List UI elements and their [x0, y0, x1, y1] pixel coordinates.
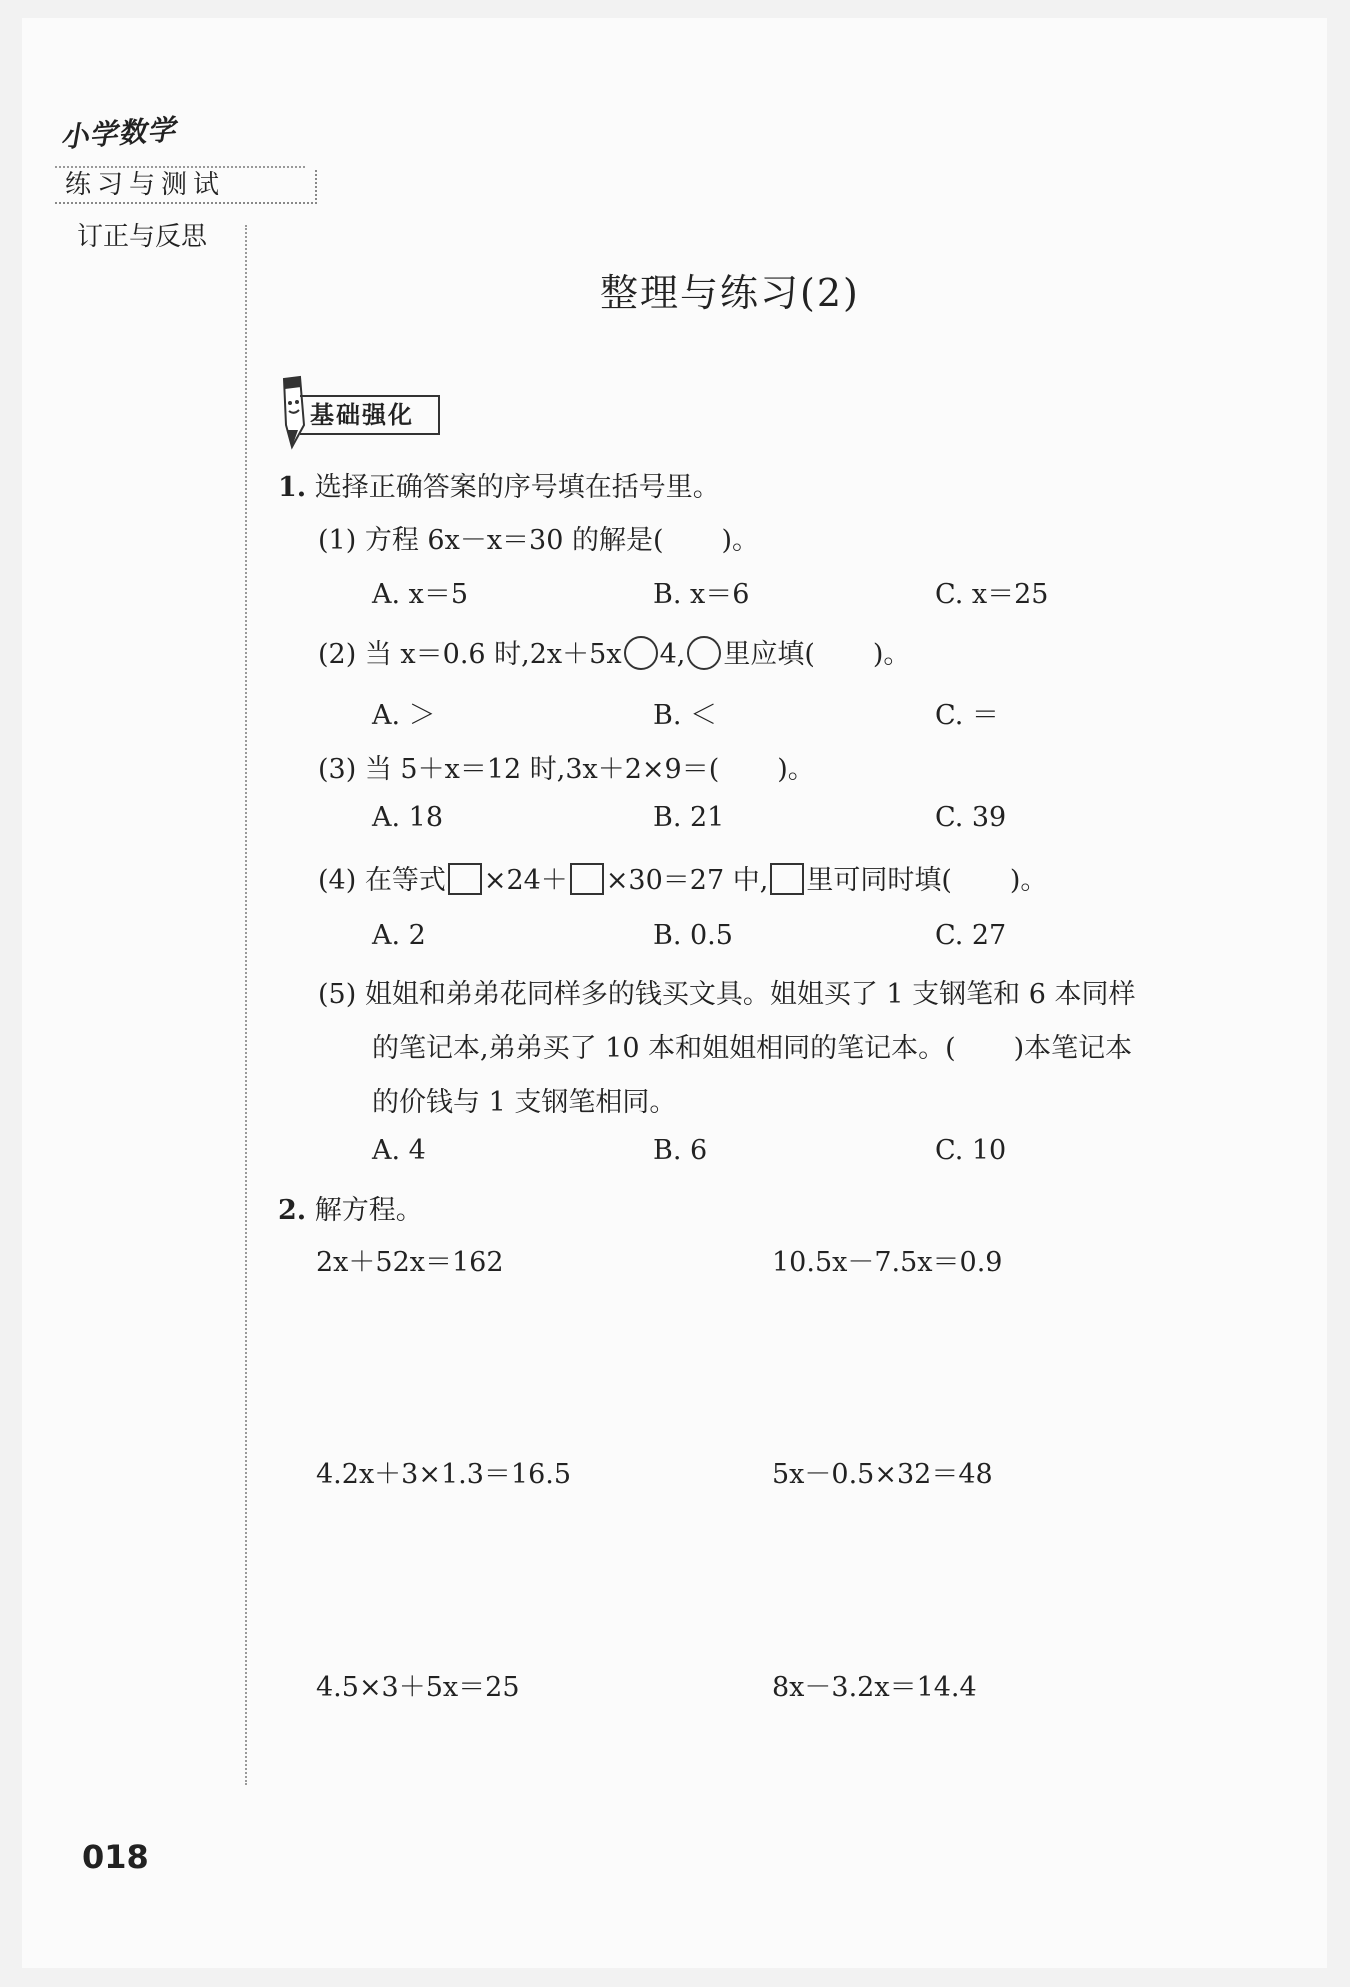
option-c: C. x＝25 — [935, 579, 1049, 610]
subquestion-stem-part: ×24＋ — [483, 865, 568, 896]
subquestion-5-line1: (5) 姐姐和弟弟花同样多的钱买文具。姐姐买了 1 支钢笔和 6 本同样 — [318, 979, 1136, 1010]
question-2 — [278, 1188, 423, 1227]
book-subtitle: 练习与测试 — [55, 170, 317, 204]
equation: 2x＋52x＝162 — [316, 1247, 504, 1278]
subquestion-stem-part: 里可同时填( — [806, 865, 952, 896]
subquestion-stem-part: ×30＝27 中, — [605, 865, 769, 896]
subquestion-stem-part: 4, — [659, 639, 686, 670]
equation: 5x－0.5×32＝48 — [772, 1459, 993, 1490]
section-badge: 基础强化 — [300, 395, 440, 435]
option-a: A. ＞ — [372, 700, 436, 731]
subquestion-stem: (3) 当 5＋x＝12 时,3x＋2×9＝( — [318, 754, 720, 785]
subtitle-border — [55, 166, 305, 168]
subquestion-5-line3: 的价钱与 1 支钢笔相同。 — [372, 1087, 677, 1118]
subquestion-2 — [318, 632, 910, 671]
page-number: 018 — [82, 1838, 149, 1876]
option-c: C. 27 — [935, 920, 1007, 951]
answer-blank-end: )。 — [872, 639, 911, 670]
margin-divider — [245, 225, 247, 1785]
option-c: C. ＝ — [935, 700, 999, 731]
question-1 — [278, 465, 720, 504]
subquestion-stem-part: 里应填( — [723, 639, 815, 670]
section-heading: 整理与练习(2) — [600, 271, 860, 315]
option-b: B. 0.5 — [653, 920, 733, 951]
book-title: 小学数学 — [59, 112, 178, 155]
subquestion-stem: (1) 方程 6x－x＝30 的解是( — [318, 525, 664, 556]
circle-blank — [687, 636, 721, 670]
option-a: A. 4 — [372, 1135, 426, 1166]
subquestion-5-line2 — [372, 1026, 1132, 1065]
option-b: B. x＝6 — [653, 579, 750, 610]
option-c: C. 10 — [935, 1135, 1007, 1166]
equation: 8x－3.2x＝14.4 — [772, 1672, 977, 1703]
option-c: C. 39 — [935, 802, 1007, 833]
subquestion-4 — [318, 858, 1047, 897]
subquestion-stem: (4) 在等式 — [318, 865, 446, 896]
option-b: B. 6 — [653, 1135, 708, 1166]
square-blank — [570, 863, 604, 895]
option-b: B. 21 — [653, 802, 725, 833]
answer-blank-end: )。 — [721, 525, 760, 556]
question-number: 2. — [278, 1195, 307, 1226]
equation: 10.5x－7.5x＝0.9 — [772, 1247, 1003, 1278]
answer-blank-end: )。 — [1009, 865, 1048, 896]
circle-blank — [624, 636, 658, 670]
option-a: A. x＝5 — [372, 579, 469, 610]
subquestion-stem: (2) 当 x＝0.6 时,2x＋5x — [318, 639, 622, 670]
margin-label: 订正与反思 — [77, 222, 208, 252]
option-b: B. ＜ — [653, 700, 718, 731]
answer-blank-end: )。 — [777, 754, 815, 785]
question-text: 选择正确答案的序号填在括号里。 — [314, 472, 720, 503]
equation: 4.5×3＋5x＝25 — [316, 1672, 520, 1703]
question-number: 1. — [278, 472, 307, 503]
question-text: 解方程。 — [314, 1195, 423, 1226]
square-blank — [770, 863, 804, 895]
subquestion-stem-part: )本笔记本 — [1013, 1033, 1133, 1064]
subquestion-3 — [318, 747, 815, 786]
equation: 4.2x＋3×1.3＝16.5 — [316, 1459, 572, 1490]
subquestion-stem: 的笔记本,弟弟买了 10 本和姐姐相同的笔记本。( — [372, 1033, 956, 1064]
option-a: A. 2 — [372, 920, 426, 951]
square-blank — [448, 863, 482, 895]
subquestion-1 — [318, 518, 759, 557]
option-a: A. 18 — [372, 802, 444, 833]
